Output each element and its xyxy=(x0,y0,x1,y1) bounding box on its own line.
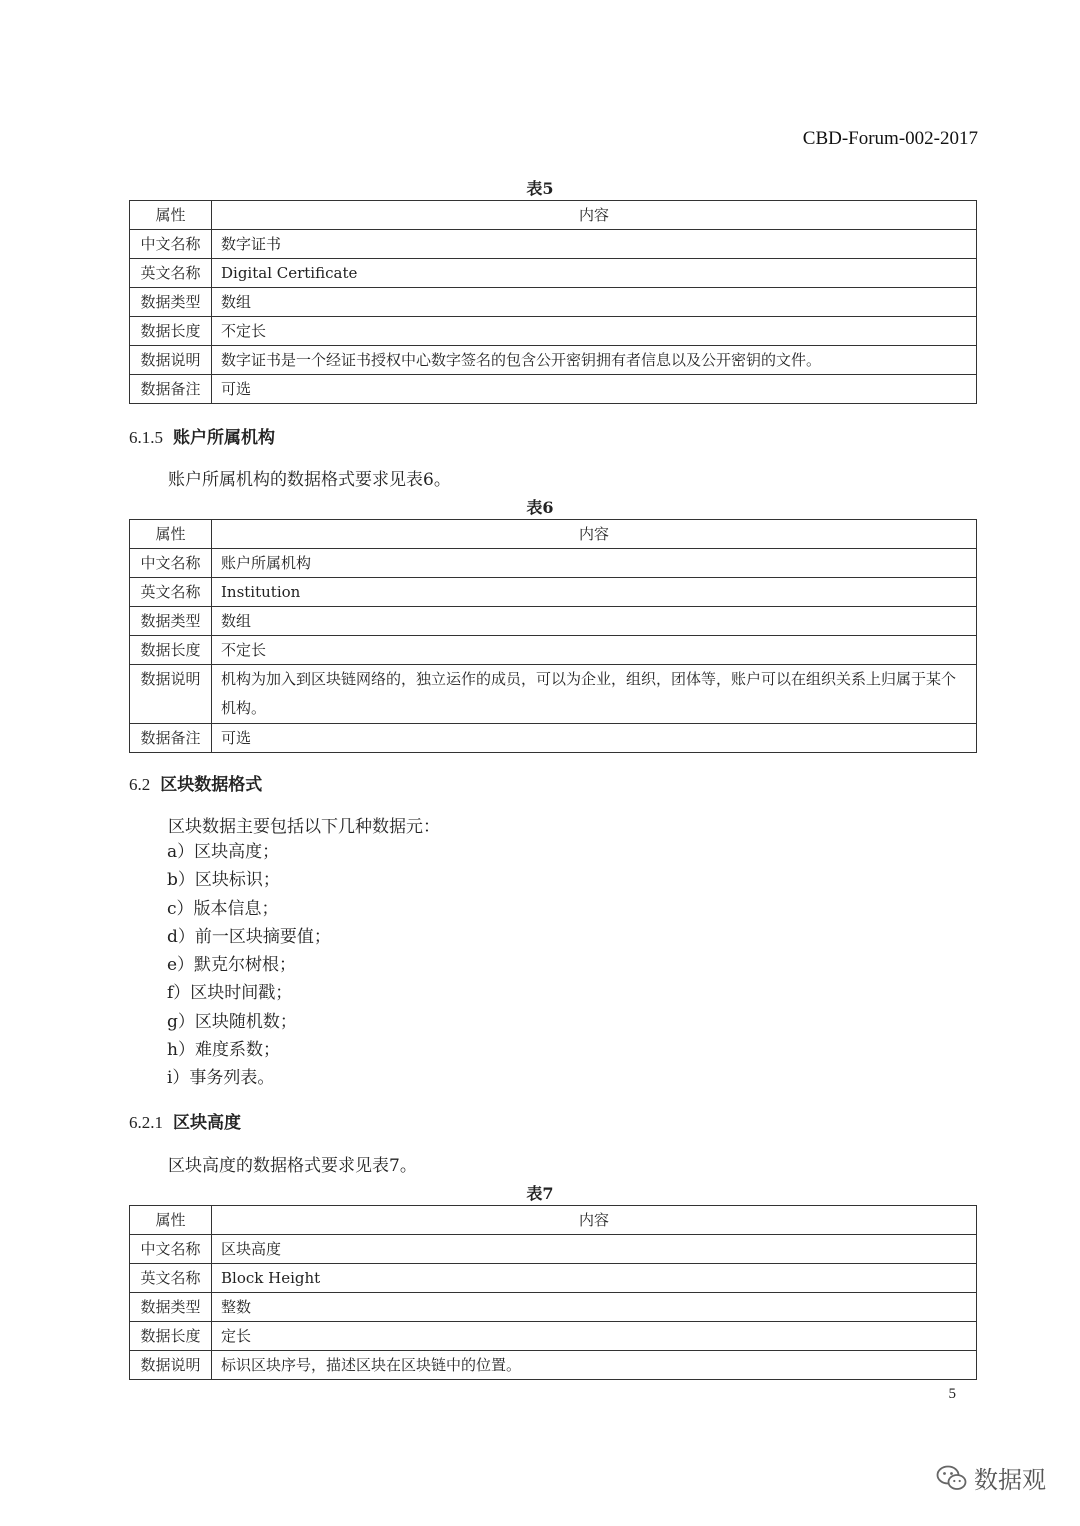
section-number: 6.1.5 xyxy=(129,428,163,447)
list-item: i）事务列表。 xyxy=(167,1068,275,1089)
row-value: Institution xyxy=(212,578,977,607)
table-row xyxy=(130,288,977,317)
row-value: 可选 xyxy=(212,724,977,753)
table-row xyxy=(130,1264,977,1293)
row-attribute: 数据类型 xyxy=(130,607,212,636)
table-row xyxy=(130,317,977,346)
row-attribute: 数据备注 xyxy=(130,375,212,404)
section-number: 6.2 xyxy=(129,775,151,794)
table-row xyxy=(130,724,977,753)
section-title: 账户所属机构 xyxy=(173,428,275,448)
row-attribute: 中文名称 xyxy=(130,230,212,259)
table-row xyxy=(130,259,977,288)
section-heading-6-2-1 xyxy=(129,1108,241,1133)
header-content: 内容 xyxy=(212,1206,977,1235)
row-value: 定长 xyxy=(212,1322,977,1351)
table-row xyxy=(130,665,977,724)
table-row xyxy=(130,607,977,636)
row-attribute: 数据类型 xyxy=(130,1293,212,1322)
row-attribute: 数据说明 xyxy=(130,1351,212,1380)
section-intro: 区块高度的数据格式要求见表7。 xyxy=(168,1156,417,1176)
row-value: 数字证书是一个经证书授权中心数字签名的包含公开密钥拥有者信息以及公开密钥的文件。 xyxy=(212,346,977,375)
table-row xyxy=(130,1235,977,1264)
list-item: c）版本信息； xyxy=(167,898,279,919)
row-attribute: 数据长度 xyxy=(130,317,212,346)
table-header-row xyxy=(130,1206,977,1235)
row-attribute: 英文名称 xyxy=(130,578,212,607)
list-item: a）区块高度； xyxy=(167,842,280,862)
row-attribute: 英文名称 xyxy=(130,1264,212,1293)
list-item: d）前一区块摘要值； xyxy=(167,926,331,947)
row-value: 数组 xyxy=(212,607,977,636)
list-item: h）难度系数； xyxy=(167,1040,280,1061)
table-header-row xyxy=(130,201,977,230)
table-row xyxy=(130,578,977,607)
table-header-row xyxy=(130,520,977,549)
table-row xyxy=(130,346,977,375)
row-attribute: 中文名称 xyxy=(130,1235,212,1264)
section-heading-6-2 xyxy=(129,770,262,795)
row-attribute: 数据说明 xyxy=(130,346,212,375)
data-element-list xyxy=(167,838,331,1093)
table5-caption: 表5 xyxy=(526,179,554,198)
row-value: Digital Certificate xyxy=(212,259,977,288)
row-attribute: 数据备注 xyxy=(130,724,212,753)
watermark-text: 数据观 xyxy=(974,1466,1046,1494)
table7-caption: 表7 xyxy=(526,1184,554,1203)
row-attribute: 中文名称 xyxy=(130,549,212,578)
row-value: 可选 xyxy=(212,375,977,404)
row-attribute: 数据长度 xyxy=(130,1322,212,1351)
section-number: 6.2.1 xyxy=(129,1113,163,1132)
table-row xyxy=(130,375,977,404)
header-attribute: 属性 xyxy=(130,201,212,230)
row-attribute: 数据说明 xyxy=(130,665,212,724)
document-code: CBD-Forum-002-2017 xyxy=(802,128,978,149)
header-attribute: 属性 xyxy=(130,1206,212,1235)
row-value: 机构为加入到区块链网络的，独立运作的成员，可以为企业，组织，团体等，账户可以在组织关系上归属于某个机构。 xyxy=(212,665,977,724)
table-row xyxy=(130,549,977,578)
row-value: 不定长 xyxy=(212,636,977,665)
table-row xyxy=(130,636,977,665)
header-content: 内容 xyxy=(212,520,977,549)
row-value: 账户所属机构 xyxy=(212,549,977,578)
row-attribute: 数据类型 xyxy=(130,288,212,317)
row-value: 标识区块序号，描述区块在区块链中的位置。 xyxy=(212,1351,977,1380)
list-item: e）默克尔树根； xyxy=(167,955,297,976)
table-row xyxy=(130,1351,977,1380)
row-value: 区块高度 xyxy=(212,1235,977,1264)
page-number: 5 xyxy=(948,1386,956,1402)
table-row xyxy=(130,1322,977,1351)
wechat-icon xyxy=(936,1464,968,1492)
list-item: b）区块标识； xyxy=(167,870,280,891)
section-title: 区块数据格式 xyxy=(160,775,263,795)
table6 xyxy=(129,519,977,753)
section-title: 区块高度 xyxy=(173,1113,241,1133)
table5 xyxy=(129,200,977,404)
header-attribute: 属性 xyxy=(130,520,212,549)
row-value: Block Height xyxy=(212,1264,977,1293)
section-heading-6-1-5 xyxy=(129,423,275,448)
section-intro: 账户所属机构的数据格式要求见表6。 xyxy=(168,470,451,490)
row-value: 数组 xyxy=(212,288,977,317)
list-item: g）区块随机数； xyxy=(167,1011,297,1032)
row-value: 不定长 xyxy=(212,317,977,346)
list-item: f）区块时间戳； xyxy=(167,983,293,1004)
row-value: 整数 xyxy=(212,1293,977,1322)
watermark xyxy=(936,1460,1046,1495)
table6-caption: 表6 xyxy=(526,498,554,517)
row-attribute: 英文名称 xyxy=(130,259,212,288)
table7 xyxy=(129,1205,977,1380)
table-row xyxy=(130,1293,977,1322)
header-content: 内容 xyxy=(212,201,977,230)
row-attribute: 数据长度 xyxy=(130,636,212,665)
table-row xyxy=(130,230,977,259)
row-value: 数字证书 xyxy=(212,230,977,259)
section-intro: 区块数据主要包括以下几种数据元： xyxy=(168,817,440,837)
